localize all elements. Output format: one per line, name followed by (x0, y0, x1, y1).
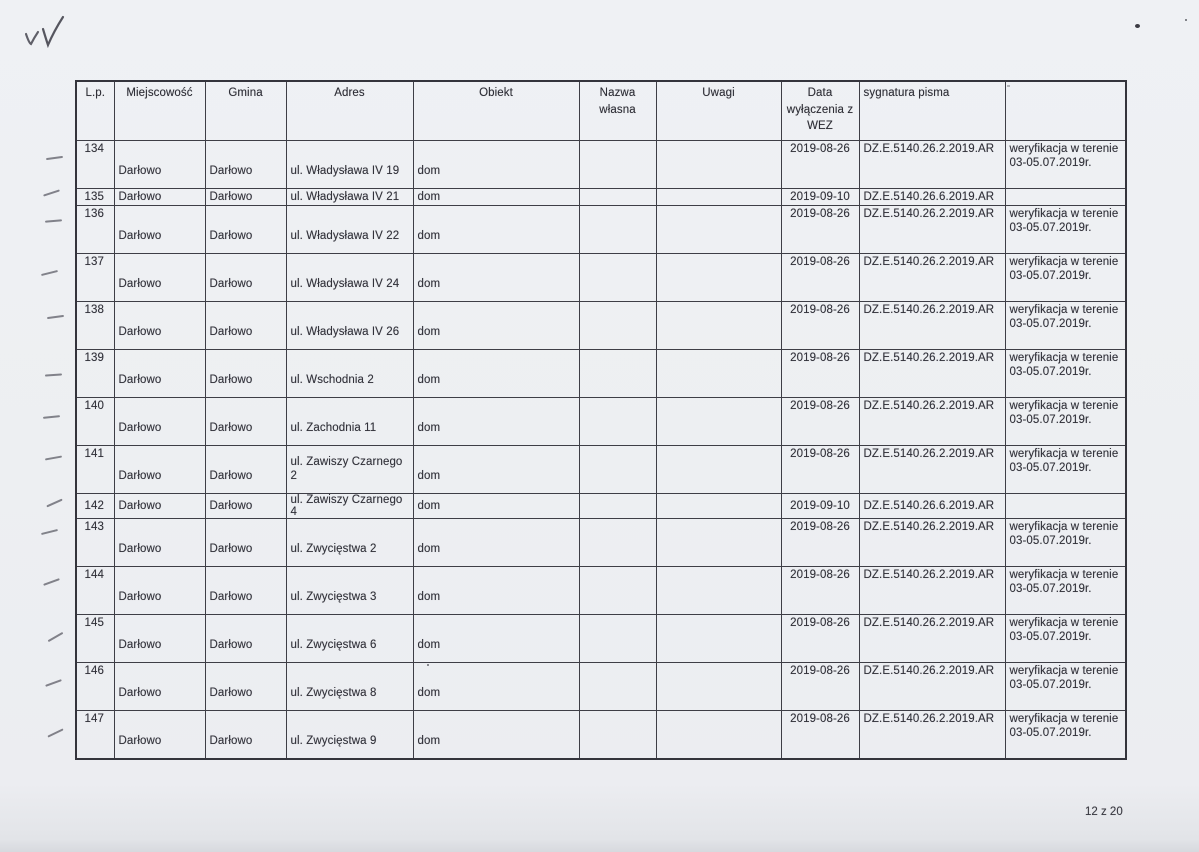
cell-lp: 141 (76, 446, 114, 494)
table-row (76, 398, 1126, 446)
cell-weryfikacja: weryfikacja w terenie 03-05.07.2019r. (1005, 350, 1126, 398)
cell-adres: ul. Zwycięstwa 2 (286, 519, 413, 567)
cell-data_wylaczenia: 2019-08-26 (781, 350, 859, 398)
cell-nazwa_wlasna (579, 189, 656, 206)
table-row (76, 519, 1126, 567)
cell-obiekt: dom (413, 189, 579, 206)
cell-weryfikacja: weryfikacja w terenie 03-05.07.2019r. (1005, 141, 1126, 189)
cell-gmina: Darłowo (205, 663, 286, 711)
cell-lp: 135 (76, 189, 114, 206)
cell-obiekt: dom (413, 141, 579, 189)
scan-speck (1185, 19, 1187, 21)
cell-adres: ul. Zachodnia 11 (286, 398, 413, 446)
header-obiekt: Obiekt (413, 81, 579, 141)
cell-lp: 143 (76, 519, 114, 567)
cell-nazwa_wlasna (579, 206, 656, 254)
cell-obiekt: dom (413, 302, 579, 350)
cell-obiekt: dom (413, 254, 579, 302)
cell-sygnatura: DZ.E.5140.26.2.2019.AR (859, 302, 1005, 350)
cell-uwagi (656, 350, 781, 398)
cell-lp: 142 (76, 494, 114, 519)
registry-table (75, 80, 1127, 760)
cell-gmina: Darłowo (205, 711, 286, 759)
pencil-tick (48, 632, 64, 642)
cell-sygnatura: DZ.E.5140.26.2.2019.AR (859, 567, 1005, 615)
cell-uwagi (656, 206, 781, 254)
cell-adres: ul. Zwycięstwa 8 (286, 663, 413, 711)
cell-miejscowosc: Darłowo (114, 189, 205, 206)
cell-uwagi (656, 615, 781, 663)
cell-nazwa_wlasna (579, 350, 656, 398)
pencil-tick (45, 456, 62, 461)
cell-sygnatura: DZ.E.5140.26.2.2019.AR (859, 206, 1005, 254)
cell-weryfikacja (1005, 494, 1126, 519)
pencil-tick (47, 315, 64, 319)
cell-miejscowosc: Darłowo (114, 494, 205, 519)
table-row (76, 302, 1126, 350)
cell-nazwa_wlasna (579, 567, 656, 615)
cell-sygnatura: DZ.E.5140.26.2.2019.AR (859, 446, 1005, 494)
cell-gmina: Darłowo (205, 446, 286, 494)
cell-miejscowosc: Darłowo (114, 302, 205, 350)
cell-lp: 136 (76, 206, 114, 254)
cell-gmina: Darłowo (205, 189, 286, 206)
cell-weryfikacja: weryfikacja w terenie 03-05.07.2019r. (1005, 567, 1126, 615)
pencil-tick (43, 415, 60, 419)
cell-miejscowosc: Darłowo (114, 519, 205, 567)
cell-weryfikacja: weryfikacja w terenie 03-05.07.2019r. (1005, 711, 1126, 759)
cell-weryfikacja: weryfikacja w terenie 03-05.07.2019r. (1005, 615, 1126, 663)
cell-weryfikacja: weryfikacja w terenie 03-05.07.2019r. (1005, 446, 1126, 494)
cell-uwagi (656, 567, 781, 615)
pencil-tick (46, 499, 62, 508)
cell-data_wylaczenia: 2019-08-26 (781, 663, 859, 711)
cell-obiekt: dom (413, 350, 579, 398)
cell-uwagi (656, 141, 781, 189)
cell-sygnatura: DZ.E.5140.26.6.2019.AR (859, 494, 1005, 519)
table-row (76, 494, 1126, 519)
cell-gmina: Darłowo (205, 302, 286, 350)
cell-adres: ul. Zwycięstwa 6 (286, 615, 413, 663)
cell-obiekt: dom (413, 206, 579, 254)
header-gmina: Gmina (205, 81, 286, 141)
table-row (76, 663, 1126, 711)
cell-uwagi (656, 254, 781, 302)
cell-weryfikacja: weryfikacja w terenie 03-05.07.2019r. (1005, 254, 1126, 302)
cell-sygnatura: DZ.E.5140.26.2.2019.AR (859, 398, 1005, 446)
cell-sygnatura: DZ.E.5140.26.2.2019.AR (859, 141, 1005, 189)
cell-gmina: Darłowo (205, 519, 286, 567)
cell-lp: 138 (76, 302, 114, 350)
table-row (76, 350, 1126, 398)
pencil-tick (43, 578, 60, 586)
cell-data_wylaczenia: 2019-08-26 (781, 446, 859, 494)
cell-lp: 144 (76, 567, 114, 615)
table-row (76, 446, 1126, 494)
cell-nazwa_wlasna (579, 663, 656, 711)
cell-weryfikacja: weryfikacja w terenie 03-05.07.2019r. (1005, 519, 1126, 567)
cell-adres: ul. Władysława IV 24 (286, 254, 413, 302)
header-adres: Adres (286, 81, 413, 141)
pencil-tick (45, 219, 62, 222)
cell-obiekt: dom (413, 519, 579, 567)
cell-sygnatura: DZ.E.5140.26.2.2019.AR (859, 615, 1005, 663)
cell-data_wylaczenia: 2019-08-26 (781, 519, 859, 567)
cell-data_wylaczenia: 2019-08-26 (781, 567, 859, 615)
cell-miejscowosc: Darłowo (114, 398, 205, 446)
cell-obiekt: dom (413, 615, 579, 663)
table-body (76, 141, 1126, 759)
cell-adres: ul. Zwycięstwa 3 (286, 567, 413, 615)
cell-obiekt: dom (413, 494, 579, 519)
cell-weryfikacja: weryfikacja w terenie 03-05.07.2019r. (1005, 398, 1126, 446)
cell-miejscowosc: Darłowo (114, 350, 205, 398)
page-indicator: 12 z 20 (1085, 806, 1123, 818)
cell-gmina: Darłowo (205, 494, 286, 519)
header-blank (1005, 81, 1126, 141)
cell-data_wylaczenia: 2019-08-26 (781, 711, 859, 759)
cell-data_wylaczenia: 2019-08-26 (781, 254, 859, 302)
cell-uwagi (656, 302, 781, 350)
cell-weryfikacja (1005, 189, 1126, 206)
cell-data_wylaczenia: 2019-08-26 (781, 615, 859, 663)
cell-miejscowosc: Darłowo (114, 615, 205, 663)
header-sygnatura: sygnatura pisma (859, 81, 1005, 141)
cell-lp: 134 (76, 141, 114, 189)
header-nazwa-wlasna: Nazwa własna (579, 81, 656, 141)
cell-miejscowosc: Darłowo (114, 711, 205, 759)
header-uwagi: Uwagi (656, 81, 781, 141)
cell-adres: ul. Władysława IV 21 (286, 189, 413, 206)
cell-obiekt: dom (413, 446, 579, 494)
pencil-tick (41, 270, 58, 276)
cell-gmina: Darłowo (205, 206, 286, 254)
scan-speck (1135, 24, 1140, 28)
cell-weryfikacja: weryfikacja w terenie 03-05.07.2019r. (1005, 663, 1126, 711)
cell-nazwa_wlasna (579, 615, 656, 663)
cell-data_wylaczenia: 2019-09-10 (781, 189, 859, 206)
pencil-tick (45, 679, 62, 687)
cell-lp: 147 (76, 711, 114, 759)
cell-sygnatura: DZ.E.5140.26.2.2019.AR (859, 663, 1005, 711)
pencil-tick (45, 373, 62, 376)
cell-adres: ul. Zawiszy Czarnego 2 (286, 446, 413, 494)
pencil-tick (41, 529, 58, 535)
handwritten-checkmarks (22, 14, 72, 52)
table-row (76, 615, 1126, 663)
cell-sygnatura: DZ.E.5140.26.2.2019.AR (859, 254, 1005, 302)
cell-nazwa_wlasna (579, 519, 656, 567)
cell-uwagi (656, 519, 781, 567)
cell-lp: 145 (76, 615, 114, 663)
cell-data_wylaczenia: 2019-08-26 (781, 302, 859, 350)
pencil-tick (46, 156, 63, 160)
cell-sygnatura: DZ.E.5140.26.2.2019.AR (859, 711, 1005, 759)
cell-weryfikacja: weryfikacja w terenie 03-05.07.2019r. (1005, 206, 1126, 254)
cell-uwagi (656, 189, 781, 206)
table-row (76, 567, 1126, 615)
table-row (76, 254, 1126, 302)
cell-obiekt: dom (413, 711, 579, 759)
cell-uwagi (656, 398, 781, 446)
cell-obiekt: dom (413, 663, 579, 711)
cell-miejscowosc: Darłowo (114, 663, 205, 711)
cell-gmina: Darłowo (205, 350, 286, 398)
cell-adres: ul. Władysława IV 22 (286, 206, 413, 254)
cell-gmina: Darłowo (205, 567, 286, 615)
cell-adres: ul. Zawiszy Czarnego 4 (286, 494, 413, 519)
cell-lp: 139 (76, 350, 114, 398)
cell-sygnatura: DZ.E.5140.26.2.2019.AR (859, 350, 1005, 398)
cell-adres: ul. Wschodnia 2 (286, 350, 413, 398)
table-row (76, 141, 1126, 189)
table-row (76, 711, 1126, 759)
cell-data_wylaczenia: 2019-08-26 (781, 206, 859, 254)
cell-adres: ul. Zwycięstwa 9 (286, 711, 413, 759)
cell-nazwa_wlasna (579, 446, 656, 494)
table-row (76, 206, 1126, 254)
cell-nazwa_wlasna (579, 494, 656, 519)
cell-nazwa_wlasna (579, 711, 656, 759)
cell-miejscowosc: Darłowo (114, 446, 205, 494)
cell-data_wylaczenia: 2019-08-26 (781, 141, 859, 189)
cell-obiekt: dom (413, 567, 579, 615)
cell-miejscowosc: Darłowo (114, 206, 205, 254)
cell-adres: ul. Władysława IV 19 (286, 141, 413, 189)
cell-nazwa_wlasna (579, 398, 656, 446)
cell-nazwa_wlasna (579, 141, 656, 189)
cell-miejscowosc: Darłowo (114, 141, 205, 189)
cell-weryfikacja: weryfikacja w terenie 03-05.07.2019r. (1005, 302, 1126, 350)
pencil-tick (43, 189, 60, 196)
cell-obiekt: dom (413, 398, 579, 446)
cell-gmina: Darłowo (205, 254, 286, 302)
cell-nazwa_wlasna (579, 254, 656, 302)
table-row (76, 189, 1126, 206)
cell-uwagi (656, 663, 781, 711)
cell-lp: 140 (76, 398, 114, 446)
cell-lp: 146 (76, 663, 114, 711)
cell-lp: 137 (76, 254, 114, 302)
table-header-row (76, 81, 1126, 141)
cell-data_wylaczenia: 2019-08-26 (781, 398, 859, 446)
header-miejscowosc: Miejscowość (114, 81, 205, 141)
cell-gmina: Darłowo (205, 398, 286, 446)
cell-uwagi (656, 494, 781, 519)
cell-uwagi (656, 711, 781, 759)
cell-uwagi (656, 446, 781, 494)
pencil-tick (47, 728, 63, 737)
cell-data_wylaczenia: 2019-09-10 (781, 494, 859, 519)
cell-miejscowosc: Darłowo (114, 567, 205, 615)
header-lp: L.p. (76, 81, 114, 141)
cell-miejscowosc: Darłowo (114, 254, 205, 302)
cell-nazwa_wlasna (579, 302, 656, 350)
cell-adres: ul. Władysława IV 26 (286, 302, 413, 350)
header-data-wylaczenia: Data wyłączenia z WEZ (781, 81, 859, 141)
cell-gmina: Darłowo (205, 615, 286, 663)
cell-sygnatura: DZ.E.5140.26.2.2019.AR (859, 519, 1005, 567)
cell-sygnatura: DZ.E.5140.26.6.2019.AR (859, 189, 1005, 206)
cell-gmina: Darłowo (205, 141, 286, 189)
